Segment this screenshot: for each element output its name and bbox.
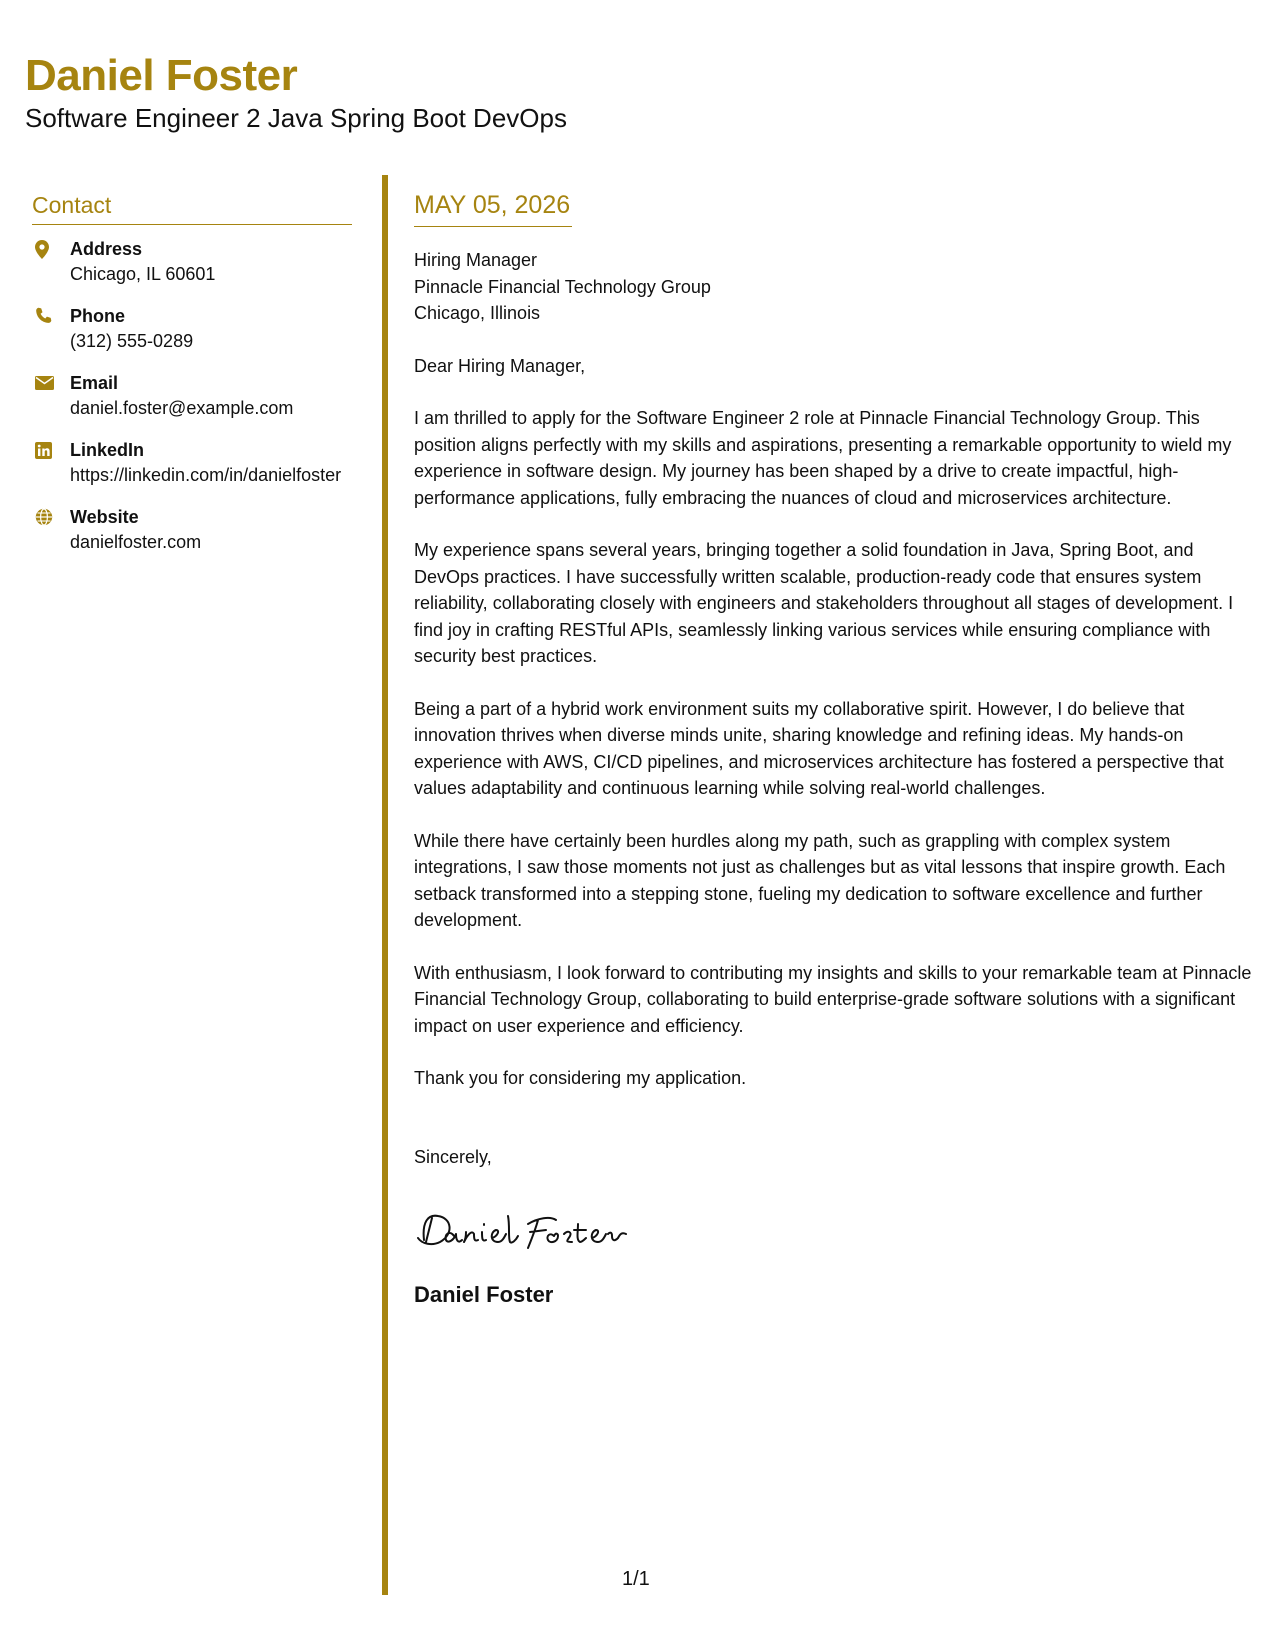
applicant-title: Software Engineer 2 Java Spring Boot DevOps	[25, 103, 567, 133]
website-link[interactable]: danielfoster.com	[70, 532, 202, 552]
recipient-line: Hiring Manager	[414, 250, 538, 270]
contact-label: Website	[70, 507, 139, 527]
contact-label: Address	[70, 239, 143, 259]
applicant-name: Daniel Foster	[25, 51, 298, 100]
page-number: 1/1	[622, 1568, 650, 1590]
letter-header	[25, 50, 567, 134]
letter-body	[414, 188, 1254, 1309]
closing: Sincerely,	[414, 1146, 492, 1167]
contact-value: Chicago, IL 60601	[70, 264, 216, 284]
recipient-line: Pinnacle Financial Technology Group	[414, 276, 711, 297]
contact-phone	[32, 304, 352, 354]
handwritten-signature	[414, 1184, 1254, 1260]
signature-text: Daniel Foster	[414, 1184, 522, 1204]
contact-value: (312) 555-0289	[70, 331, 194, 351]
signer-name: Daniel Foster	[414, 1282, 554, 1307]
vertical-divider	[382, 175, 388, 1595]
linkedin-link[interactable]: https://linkedin.com/in/danielfoster	[70, 465, 342, 485]
body-paragraph: I am thrilled to apply for the Software Engineer 2 role at Pinnacle Financial Technology Group. This position aligns perfectly with my skills and aspirations, presenting a remarkable opportunity to wield my experience in software design. My journey has been shaped by a drive to create impactful, high-performance applications, fully embracing the nuances of cloud and microservices architecture.	[414, 408, 1232, 508]
body-paragraph: Being a part of a hybrid work environment suits my collaborative spirit. However, I do believe that innovation thrives when diverse minds unite, sharing knowledge and refining ideas. My hands-on experience with AWS, CI/CD pipelines, and microservices architecture has fostered a perspective that values adaptability and continuous learning while solving real-world challenges.	[414, 698, 1224, 798]
linkedin-icon	[32, 438, 70, 462]
envelope-icon	[32, 371, 70, 395]
body-paragraph: Thank you for considering my application.	[414, 1068, 747, 1088]
recipient-block	[414, 247, 1254, 327]
body-paragraph: My experience spans several years, bringing together a solid foundation in Java, Spring Boot, and DevOps practices. I have successfully written scalable, production-ready code that ensures system reliability, collaborating closely with engineers and stakeholders throughout all stages of development. I find joy in crafting RESTful APIs, seamlessly linking various services while ensuring compliance with security best practices.	[414, 540, 1234, 666]
contact-sidebar	[32, 190, 352, 572]
contact-list	[32, 237, 352, 555]
body-paragraph: With enthusiasm, I look forward to contributing my insights and skills to your remarkable team at Pinnacle Financial Technology Group, collaborating to build enterprise-grade software solutions with a significant impact on user experience and efficiency.	[414, 962, 1252, 1036]
recipient-line: Chicago, Illinois	[414, 303, 541, 323]
contact-label: Phone	[70, 306, 126, 326]
phone-icon	[32, 304, 70, 328]
letter-date: MAY 05, 2026	[414, 188, 572, 227]
contact-address	[32, 237, 352, 287]
contact-value: daniel.foster@example.com	[70, 398, 294, 418]
contact-label: Email	[70, 373, 119, 393]
globe-icon	[32, 505, 70, 529]
contact-label: LinkedIn	[70, 440, 145, 460]
map-pin-icon	[32, 237, 70, 261]
greeting: Dear Hiring Manager,	[414, 355, 586, 376]
body-paragraph: While there have certainly been hurdles along my path, such as grappling with complex system integrations, I saw those moments not just as challenges but as vital lessons that inspire growth. Each setback transformed into a stepping stone, fueling my dedication to software excellence and further development.	[414, 830, 1226, 930]
contact-email	[32, 371, 352, 421]
contact-linkedin	[32, 438, 352, 488]
contact-website	[32, 505, 352, 555]
contact-heading: Contact	[32, 190, 352, 225]
